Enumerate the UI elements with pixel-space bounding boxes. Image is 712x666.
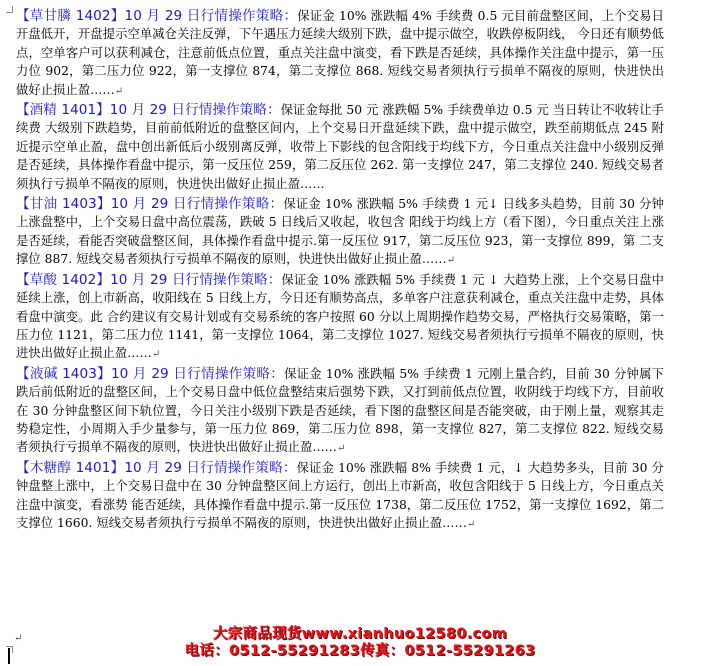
section-body: 保证金 10% 涨跌幅 4% 手续费 0.5 元目前盘整区间，上个交易日开盘低开，开盘提示空单减仓关注反弹，下午遇压力延续大级别下跌，盘中提示做空，收跌停板阴线， 今日还有顺势低点，空单客户可以获利减仓，注意前低点位置，重点关注盘中演变，看下跌是否延续，具体操作关注盘中提示，第一压力位 902，第二压力位 922，第一支撑位 874，第二支撑位 868. 短线交易者须执行亏损单不隔夜的原则，快进快出做好止损止盈……	[16, 9, 664, 97]
section-caogan	[16, 7, 664, 101]
paragraph-mark-icon: ↵	[466, 518, 476, 530]
section-heading: 【草甘膦 1402】10 月 29 日行情操作策略：	[16, 8, 298, 24]
section-heading: 【酒精 1401】10 月 29 日行情操作策略：	[16, 102, 281, 119]
text-cursor[interactable]	[8, 648, 10, 664]
section-mutangchun	[16, 459, 664, 535]
section-jiujing	[16, 101, 664, 195]
margin-corner-mark	[6, 6, 13, 13]
section-body: 保证金每批 50 元 涨跌幅 5% 手续费单边 0.5 元 当日转让不收转让手续费 大级别下跌趋势，目前前低附近的盘整区间内，上个交易日开盘延续下跌，盘中提示做空，跌至前期低点 245 附近提示空单止盈，盘中创出新低后小级别离反弹，收带上下影线的包含阳线于均线下方，今日重点关注盘中小级别反弹是否延续，具体操作看盘中提示，第一反压位 259，第二反压位 262. 第一支撑位 247，第二支撑位 240. 短线交易者须执行亏损单不隔夜的原则，快进快出做好止损止盈……	[16, 103, 664, 191]
section-body: 保证金 10% 涨跌幅 5% 手续费 1 元↓ 日线多头趋势，目前 30 分钟上涨盘整中，上个交易日盘中高位震荡，跌破 5 日线后又收起，收包含 阳线于均线上方（看下图），今日重点关注上涨是否延续，看能否突破盘整区间，具体操作看盘中提示.第一反压位 917，第二反压位 923，第一支撑位 899，第 二支撑位 887. 短线交易者须执行亏损单不隔夜的原则，快进快出做好止损止盈……	[16, 197, 664, 267]
paragraph-mark-icon: ↵	[337, 443, 346, 455]
paragraph-mark-icon: ↵	[14, 633, 23, 644]
section-yejian	[16, 365, 664, 459]
watermark-footer	[150, 626, 570, 660]
section-caosuan	[16, 271, 664, 365]
section-heading: 【草酸 1402】10 月 29 日行情操作策略：	[16, 271, 282, 288]
paragraph-mark-icon: ↵	[446, 255, 456, 267]
section-heading: 【液碱 1403】10 月 29 日行情操作策略：	[16, 365, 285, 382]
footer-phone-fax: 电话：0512-55291283传真：0512-55291263	[184, 643, 536, 659]
section-body: 保证金 10% 涨跌幅 8% 手续费 1 元，↓ 大趋势多头，目前 30 分钟盘整上涨中，上个交易日盘中在 30 分钟盘整区间上方运行，创出上市新高，收包含阳线于 5 日线上方，今日重点关注盘中演变，看涨势 能否延续，具体操作看盘中提示.第一反压位 1738，第二反压位 1752，第一支撑位 1692，第二支撑位 1660. 短线交易者须执行亏损单不隔夜的原则，快进快出做好止损止盈……	[16, 460, 664, 530]
section-body: 保证金 10% 涨跌幅 5% 手续费 1 元 ↓ 大趋势上涨，上个交易日盘中延续上涨，创上市新高，收阳线在 5 日线上方，今日还有顺势高点，多单客户注意获利减仓，重点关注盘中走势，具体看盘中演变。此 合约建议有交易计划或有交易系统的客户按照 60 分以上周期操作趋势交易，严格执行交易策略，第一压力位 1121，第二压力位 1141，第一支撑位 1064，第二支撑位 1027. 短线交易者须执行亏损单不隔夜的原则，快进快出做好止损止盈……	[16, 272, 664, 361]
footer-website: 大宗商品现货www.xianhuo12580.com	[212, 626, 508, 642]
section-heading: 【甘油 1403】10 月 29 日行情操作策略：	[16, 196, 284, 213]
paragraph-mark-icon: ↵	[114, 85, 124, 97]
document-body	[16, 7, 664, 534]
section-heading: 【木糖醇 1401】10 月 29 日行情操作策略：	[16, 459, 297, 476]
paragraph-mark-icon: ↵	[151, 349, 161, 361]
section-ganyou	[16, 195, 664, 271]
section-body: 保证金 10% 涨跌幅 5% 手续费 1 元刚上量合约，目前 30 分钟属下跌后前低附近的盘整区间，上个交易日盘中低位盘整结束后强势下跌，又打到前低点位置，收阴线于均线下方，目前收 在 30 分钟盘整区间下轨位置，今日关注小级别下跌是否延续，看下图的盘整区间是否能突破，由于刚上量，观察其走势稳定性，小周期入手少量参与，第一压力位 869，第二压力位 898，第一支撑位 827，第二支撑位 822. 短线交易者须执行亏损单不隔夜的原则，快进快出做好止损止盈……	[16, 366, 664, 455]
